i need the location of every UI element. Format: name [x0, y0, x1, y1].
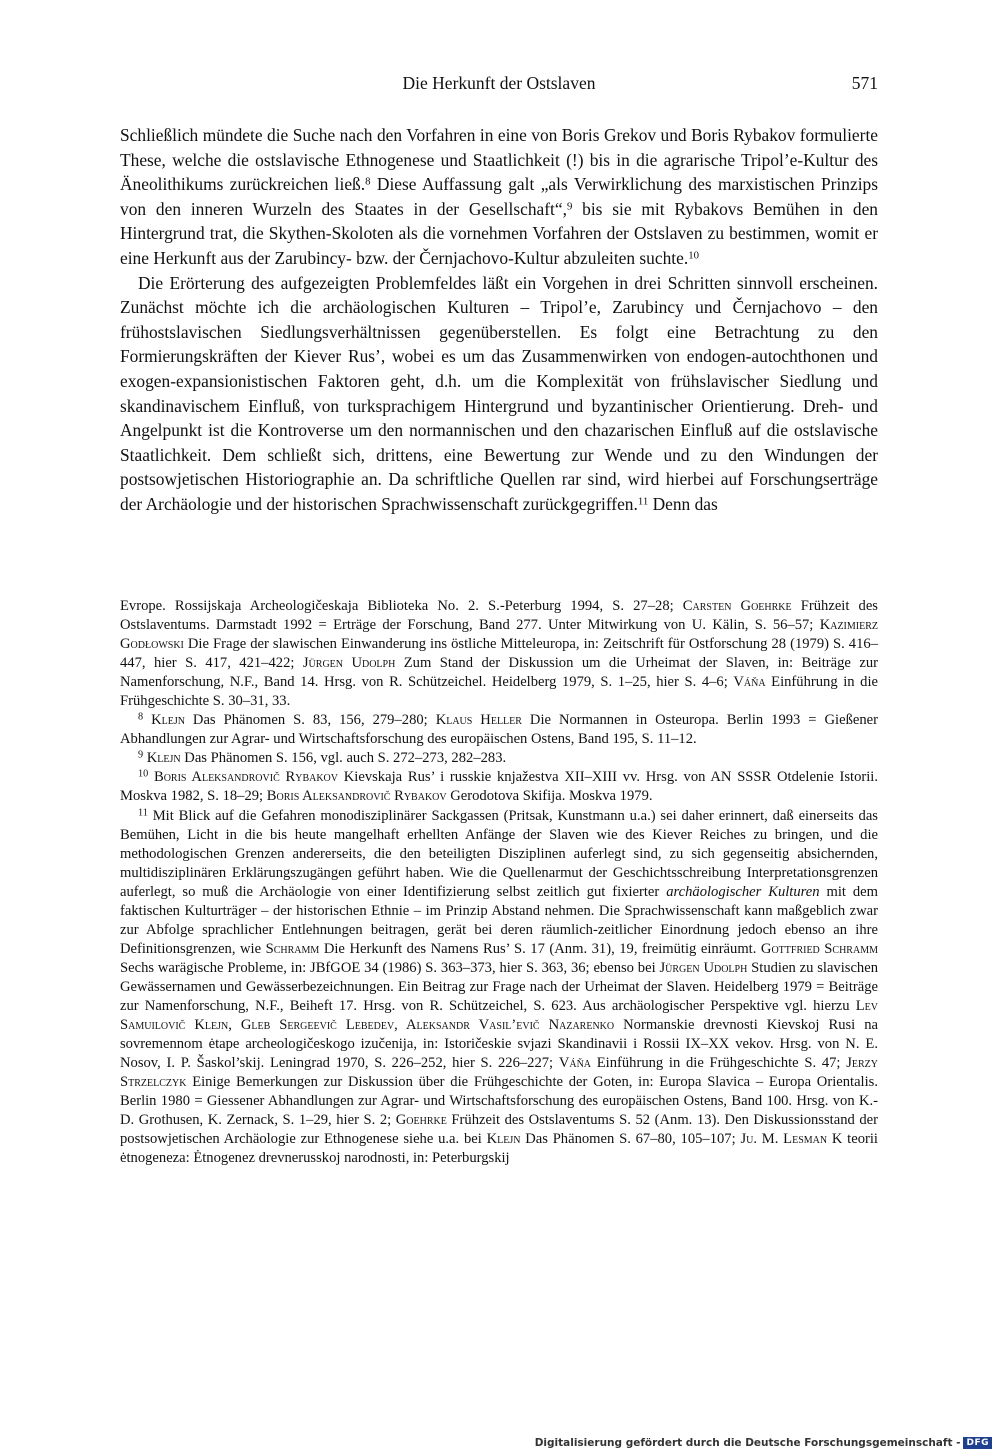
body-paragraph-2: Die Erörterung des aufgezeigten Problemfeldes läßt ein Vorgehen in drei Schritten sinnvoll erscheinen. Zunächst möchte ich die archäologischen Kulturen – Tripol’e, Zarubincy und Černjachovo – den frühostslavischen Siedlungsverhältnissen gegenüberstellen. Es folgt eine Betrachtung zu den Formierungskräften der Kiever Rus’, wobei es um das Zusammenwirken von endogen-autochthonen und exogen-expansionistischen Faktoren geht, d.h. um die Komplexität von frühslavischer Siedlung und skandinavischem Einfluß, von turksprachigem Hintergrund und byzantinischer Orientierung. Dreh- und Angelpunkt ist die Kontroverse um den normannischen und den chazarischen Einfluß auf die ostslavische Staatlichkeit. Dem schließt sich, drittens, eine Bewertung zur Wende und zu den Windungen der postsowjetischen Historiographie an. Da schriftliche Quellen rar sind, wird hierbei auf Forschungserträge der Archäologie und der historischen Sprachwissenschaft zurückgegriffen.$^{11}$ Denn das [120, 272, 878, 514]
sponsor-text: Digitalisierung gefördert durch die Deutsche Forschungsgemeinschaft - [534, 1437, 961, 1449]
footnote-continuation: Evrope. Rossijskaja Archeologičeskaja Biblioteka No. 2. S.-Peterburg 1994, S. 27–28; Carsten Goehrke Frühzeit des Ostslaventums. Darmstadt 1992 = Erträge der Forschung, Band 277. Unter Mitwirkung von U. Kälin, S. 56–57; Kazimierz Godłowski Die Frage der slawischen Einwanderung ins östliche Mitteleuropa, in: Zeitschrift für Ostforschung 28 (1979) S. 416–447, hier S. 417, 421–422; Jürgen Udolph Zum Stand der Diskussion um die Urheimat der Slaven, in: Beiträge zur Namenforschung, N.F., Band 14. Hrsg. von R. Schützeichel. Heidelberg 1979, S. 1–25, hier S. 4–6; Váňa Einführung in die Frühgeschichte S. 30–31, 33. [120, 598, 878, 710]
body-paragraph-1: Schließlich mündete die Suche nach den Vorfahren in eine von Boris Grekov und Boris Rybakov formulierte These, welche die ostslavische Ethnogenese und Staatlichkeit (!) bis in die agrarische Tripol’e-Kultur des Äneolithikums zurückreichen ließ.$^8$ Diese Auffassung galt „als Verwirklichung des marxistischen Prinzips von den inneren Wurzeln des Staates in der Gesellschaft“,$^9$ bis sie mit Rybakovs Bemühen in den Hintergrund trat, die Skythen-Skoloten als die vornehmen Vorfahren der Ostslaven zu bestimmen, womit er eine Herkunft aus der Zarubincy- bzw. der Černjachovo-Kultur abzuleiten suchte.$^{10}$ [120, 125, 879, 268]
footnote-10: $^{10}$ Boris Aleksandrovič Rybakov Kievskaja Rus’ i russkie knjažestva XII–XIII vv. Hrsg. von AN SSSR Otdelenie Istorii. Moskva 1982, S. 18–29; Boris Aleksandrovič Rybakov Gerodotova Skifija. Moskva 1979. [120, 768, 879, 805]
footnote-ref-8[interactable]: 8 [365, 175, 371, 188]
footnote-9: $^9$ Klejn Das Phänomen S. 156, vgl. auch S. 272–273, 282–283. [138, 749, 507, 767]
main-text [120, 123, 878, 517]
sponsor-notice [535, 1437, 992, 1449]
footnote-ref-10[interactable]: 10 [688, 249, 699, 262]
footnote-number: 10 [138, 768, 149, 780]
dfg-logo-icon: DFG [963, 1437, 992, 1449]
page-number: 571 [851, 73, 878, 93]
footnote-number: 9 [138, 749, 144, 761]
footnote-11: $^{11}$ Mit Blick auf die Gefahren monodisziplinärer Sackgassen (Pritsak, Kunstmann u.a.) sei daher erinnert, daß einerseits das Bemühen, Licht in die bis heute mangelhaft erhellten Anfänge der Slaven wie des Kiever Reiches zu bringen, und die methodologischen Grenzen andererseits, die den beteiligten Disziplinen auferlegt sind, zu sich gegenseitig absichernden, multidisziplinären Erklärungszugängen geführt haben. Wie die Quellenarmut der Geschichtsschreibung Interpretationsgrenzen auferlegt, so muß die Archäologie von einer Identifizierung selbst zeitlich gut fixierter archäologischer Kulturen mit dem faktischen Kulturträger – der historischen Ethnie – im Prinzip Abstand nehmen. Die Sprachwissenschaft kann maßgeblich zwar zur Abfolge sprachlicher Entlehnungen beitragen, gerät bei deren räumlich-zeitlicher Einordnung jedoch ebenso an ihre Definitionsgrenzen, wie Schramm Die Herkunft des Namens Rus’ S. 17 (Anm. 31), 19, freimütig einräumt. Gottfried Schramm Sechs warägische Probleme, in: JBfGOE 34 (1986) S. 363–373, hier S. 363, 36; ebenso bei Jürgen Udolph Studien zu slavischen Gewässernamen und Gewässerbezeichnungen. Ein Beitrag zur Frage nach der Urheimat der Slaven. Heidelberg 1979 = Beiträge zur Namenforschung, N.F., Beiheft 17. Hrsg. von R. Schützeichel, S. 623. Aus archäologischer Perspektive vgl. hierzu Lev Samuilovič Klejn, Gleb Sergeevič Lebedev, Aleksandr Vasil’evič Nazarenko Normanskie drevnosti Kievskoj Rusi na sovremennom ėtape archeologičeskogo izučenija, in: Istoričeskie svjazi Skandinavii i Rossii IX–XX vekov. Hrsg. von N. E. Nosov, I. P. Šaskol’skij. Leningrad 1970, S. 226–252, hier S. 226–227; Váňa Einführung in die Frühgeschichte S. 47; Jerzy Strzelczyk Einige Bemerkungen zur Diskussion über die Frühgeschichte der Goten, in: Europa Slavica – Europa Orientalis. Berlin 1980 = Giessener Abhandlungen zur Agrar- und Wirtschaftsforschung des europäischen Ostens, Band 100. Hrsg. von K.-D. Grothusen, K. Zernack, S. 1–29, hier S. 2; Goehrke Frühzeit des Ostslaventums S. 52 (Anm. 13). Den Diskussionsstand der postsowjetischen Archäologie zur Ethnogenese siehe u.a. bei Klejn Das Phänomen S. 67–80, 105–107; Ju. M. Lesman K teorii ėtnogeneza: Ėtnogenez drevnerusskoj narodnosti, in: Peterburgskij [120, 806, 878, 1167]
running-title: Die Herkunft der Ostslaven [402, 73, 596, 93]
page-header [120, 68, 878, 100]
footnote-number: 8 [138, 711, 144, 723]
footnote-ref-11[interactable]: 11 [637, 495, 649, 508]
footnotes [120, 597, 878, 1168]
footnote-ref-9[interactable]: 9 [566, 200, 573, 213]
footnote-number: 11 [138, 806, 148, 818]
footnote-8: $^8$ Klejn Das Phänomen S. 83, 156, 279–280; Klaus Heller Die Normannen in Osteuropa. Berlin 1993 = Gießener Abhandlungen zur Agrar- und Wirtschaftsforschung des europäischen Ostens, Band 195, S. 11–12. [120, 711, 878, 748]
